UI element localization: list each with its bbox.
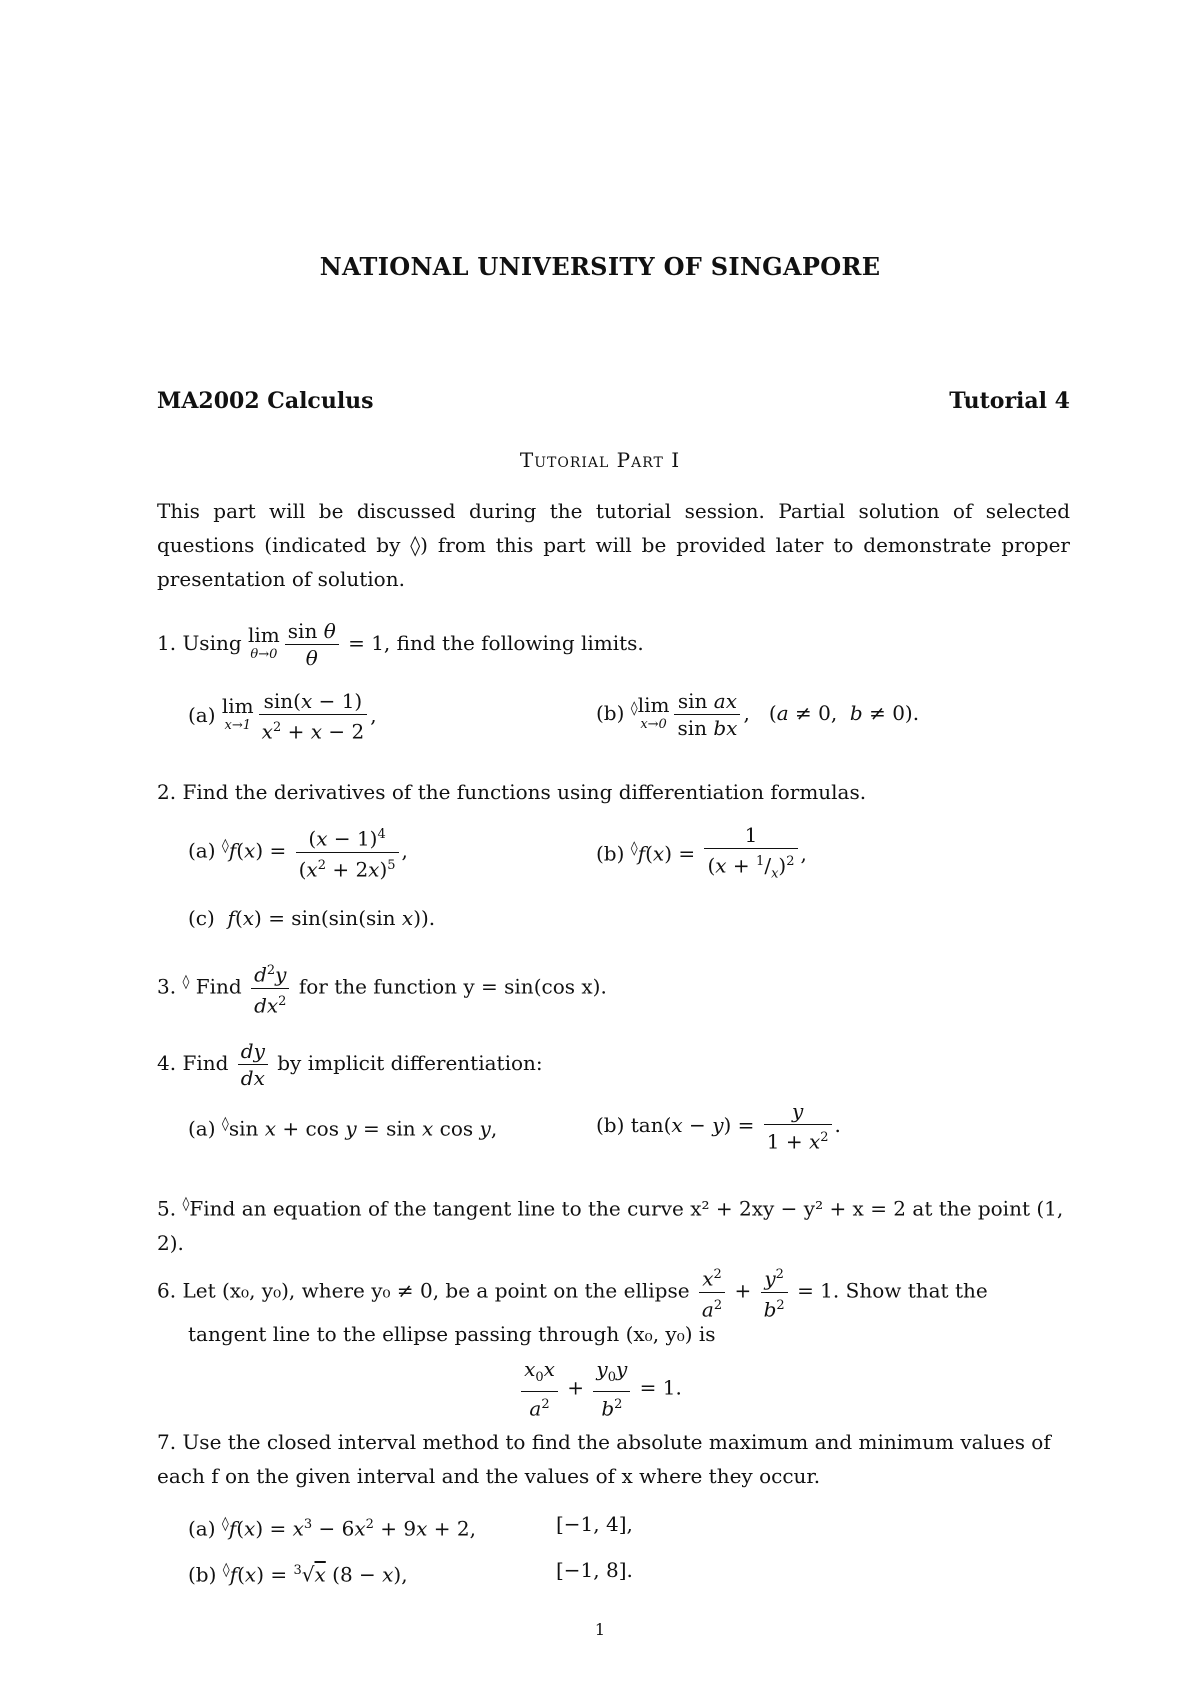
question-number: 1.	[157, 631, 177, 655]
question-5	[157, 1187, 1070, 1260]
diamond-icon: ◊	[221, 1116, 229, 1132]
question-lead: Let (x₀, y₀), where y₀ ≠ 0, be a point on the ellipse	[182, 1278, 690, 1303]
limit-expression: lim θ→0	[248, 622, 280, 662]
question-lead: Using	[182, 631, 242, 655]
question-6: 6. Let (x₀, y₀), where y₀ ≠ 0, be a point on the ellipse $\frac{x^2}{a^2}$ + $\frac{y^2}{b^2}$ = 1. Show that the	[157, 1266, 988, 1322]
question-text: for the function y = sin(cos x).	[298, 974, 607, 999]
question-number: 2.	[157, 780, 177, 804]
question-number: 6.	[157, 1278, 177, 1303]
question-6-line2: tangent line to the ellipse passing through (x₀, y₀) is	[188, 1322, 716, 1346]
diamond-icon: ◊	[222, 1562, 230, 1578]
question-7b: (b) ◊f(x) = $^3$√x (8 − x),	[188, 1562, 408, 1587]
question-7b-interval: [−1, 8].	[556, 1558, 633, 1582]
page-number: 1	[594, 1620, 606, 1639]
question-7a: (a) $^◊f(x) = x^3 - 6x^2 + 9x + 2$,	[188, 1516, 476, 1541]
diamond-icon: ◊	[630, 700, 638, 717]
diamond-icon: ◊	[630, 840, 638, 857]
question-3: 3. ◊ Find $\frac{d^2y}{dx^2}$ for the function y = sin(cos x).	[157, 962, 607, 1018]
question-text: = 1. Show that the	[797, 1278, 988, 1303]
part-title: Tutorial Part I	[519, 448, 681, 472]
question-lead: Find	[182, 1051, 229, 1075]
question-2c: (c) f(x) = sin(sin(sin x)).	[188, 906, 436, 930]
question-2a: (a) ◊f(x) = $\frac{(x - 1)^4}{(x^2 + 2x)^5}$ ,	[188, 826, 408, 882]
question-4: 4. Find $\frac{dy}{dx}$ by implicit differentiation:	[157, 1039, 543, 1090]
question-7	[157, 1425, 1070, 1493]
intro-paragraph: This part will be discussed during the tutorial session. Partial solution of selected questions (indicated by ◊) from this part will be provided later to demonstrate proper presentation of solution.	[157, 499, 1070, 591]
question-7a-interval: [−1, 4],	[556, 1512, 633, 1536]
question-text: = 1, find the following limits.	[348, 631, 644, 655]
question-6-equation: $\frac{x_0x}{a^2}$ + $\frac{y_0y}{b^2}$ = 1.	[0, 1356, 1200, 1422]
fraction: $\frac{\text{sin θ}}{\theta}$	[285, 618, 339, 671]
question-1a: (a) lim x→1 $\frac{\sin(x - 1)}{x^2 + x - 2}$ ,	[188, 689, 377, 744]
diamond-icon: ◊	[182, 1196, 190, 1212]
diamond-icon: ◊	[221, 838, 229, 854]
diamond-icon: ◊	[182, 974, 190, 990]
question-1	[157, 618, 644, 671]
question-lead: Find	[195, 974, 242, 999]
question-1b: (b) ◊ lim x→0 $\frac{\text{sin ax}}{\text{sin bx}}$ , (a ≠ 0, b ≠ 0).	[596, 689, 920, 740]
university-title: NATIONAL UNIVERSITY OF SINGAPORE	[319, 252, 881, 281]
question-4a: (a) ◊sin x + cos y = sin x cos y,	[188, 1116, 498, 1141]
question-text: by implicit differentiation:	[277, 1051, 543, 1075]
question-2	[157, 778, 866, 806]
question-4b: (b) tan(x − y) = $\frac{y}{1 + x^2}$ .	[596, 1099, 841, 1154]
question-number: 3.	[157, 974, 177, 999]
question-2b: (b) ◊f(x) = $\frac{1}{(x + ^1/_x)^2}$ ,	[596, 822, 807, 888]
question-text: Find the derivatives of the functions using differentiation formulas.	[182, 780, 867, 804]
question-number: 7.	[157, 1430, 177, 1454]
diamond-icon: ◊	[221, 1516, 229, 1532]
question-number: 5.	[157, 1196, 177, 1221]
course-title: MA2002 Calculus	[157, 388, 374, 414]
question-text: Use the closed interval method to find the absolute maximum and minimum values of each f on the given interval and the values of x where they occur.	[157, 1430, 1051, 1488]
question-text: Find an equation of the tangent line to the curve x² + 2xy − y² + x = 2 at the point (1, 2).	[157, 1196, 1064, 1255]
question-number: 4.	[157, 1051, 177, 1075]
tutorial-number: Tutorial 4	[949, 388, 1070, 414]
